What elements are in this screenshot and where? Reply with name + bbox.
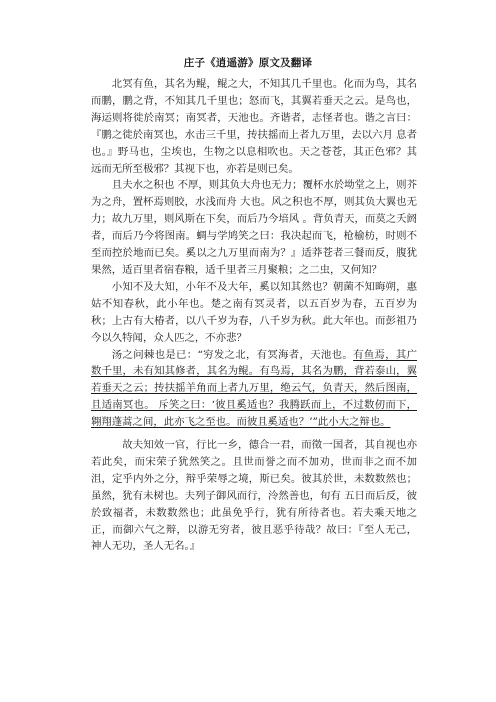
paragraph-4-lead: 汤之问棘也是已：“穷发之北，有冥海者，天池也。 bbox=[111, 348, 354, 361]
paragraph-4-underlined: 有鱼焉，其广数千里，未有知其修者，其名为鲲。有鸟焉，其名为鹏，背若泰山，翼若垂天之云；抟扶摇羊角而上者九万里，绝云气，负青天，然后图南，且适南冥也。 斥笑之曰：‘彼且奚适也？我腾跃而上，不过数仞而下， 翱翔蓬蒿之间，此亦飞之至也。而彼且奚适也？’”此小大之辩也。 bbox=[91, 348, 418, 429]
paragraph-5: 故夫知效一官，行比一乡，德合一君，而徵一国者，其自视也亦若此矣，而宋荣子犹然笑之。且世而誉之而不加劝，世而非之而不加沮，定乎内外之分，辩乎荣辱之境，斯已矣。彼其於世，未数数然也；虽然，犹有未树也。夫列子御风而行，泠然善也，旬有 五日而后反，彼於致福者，未数数然也；此虽免乎行，犹有所待者也。若夫乘天地之正，而御六气之辩，以游无穷者，彼且恶乎待哉？故曰：『至人无己，神人无功，圣人无名。』 bbox=[91, 439, 417, 553]
paragraph-1: 北冥有鱼，其名为鲲，鲲之大，不知其几千里也。化而为鸟，其名而鹏，鹏之背，不知其几千里也；怒而飞，其翼若垂天之云。是鸟也，海运则将徙於南冥；南冥者，天池也。齐谐者，志怪者也。谐之言曰：『鹏之徙於南冥也，水击三千里，抟扶摇而上者九万里，去以六月 息者也。』野马也，尘埃也，生物之以息相吹也。天之苍苍，其正色邪？其远而无所至极邪？其视下也，亦若是则已矣。 bbox=[91, 78, 417, 175]
paragraph-2: 且夫水之积也 不厚，则其负大舟也无力；覆杯水於坳堂之上，则芥为之舟，置杯焉则胶，水浅而舟 大也。风之积也不厚，则其负大翼也无力；故九万里，则风斯在下矣，而后乃今培风 。背负青天，而莫之夭阏者，而后乃今将图南。蜩与学鸠笑之曰：我决起而飞，枪榆枋，时则不至而控於地而已矣。奚以之九万里而南为？』适莽苍者三餐而反，腹犹果然，适百里者宿春粮，适千里者三月聚粮；之二虫，又何知？ bbox=[91, 179, 417, 276]
document-body bbox=[91, 76, 417, 555]
paragraph-4 bbox=[91, 347, 417, 432]
page-title: 庄子《逍遥游》原文及翻译 bbox=[183, 57, 313, 69]
paragraph-3: 小知不及大知，小年不及大年，奚以知其然也？朝菌不知晦朔，惠姑不知春秋，此小年也。楚之南有冥灵者，以五百岁为春，五百岁为秋；上古有大椿者，以八千岁为春，八千岁为秋。此大年也。而彭祖乃今以久特闻，众人匹之，不亦悲？ bbox=[91, 280, 417, 344]
